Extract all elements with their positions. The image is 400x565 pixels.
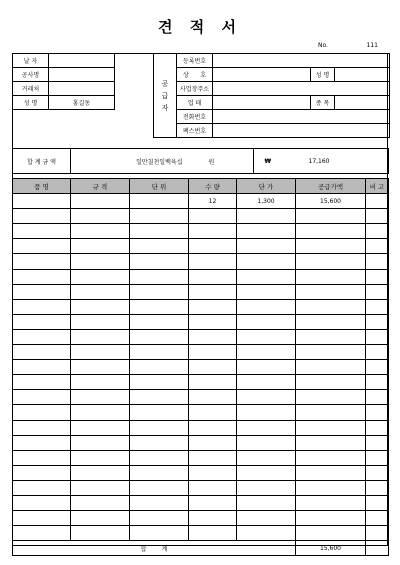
table-row [13, 405, 389, 420]
cell-unit-price[interactable] [237, 314, 296, 329]
cell-spec[interactable] [71, 345, 130, 360]
cell-supply-amount[interactable] [296, 405, 366, 420]
name-value[interactable]: 홍길동 [49, 96, 115, 110]
cell-unit-price[interactable] [237, 284, 296, 299]
cell-spec[interactable] [71, 314, 130, 329]
cell-unit-price[interactable]: 1,300 [237, 194, 296, 209]
cell-item-name[interactable] [13, 224, 71, 239]
cell-item-name[interactable] [13, 209, 71, 224]
table-row [13, 239, 389, 254]
header-quantity: 수 량 [189, 179, 237, 194]
cell-item-name[interactable] [13, 511, 71, 526]
cell-item-name[interactable] [13, 360, 71, 375]
cell-supply-amount[interactable] [296, 209, 366, 224]
table-row [13, 209, 389, 224]
cell-item-name[interactable] [13, 526, 71, 541]
cell-unit-price[interactable] [237, 495, 296, 510]
cell-unit-price[interactable] [237, 224, 296, 239]
cell-unit[interactable] [130, 405, 189, 420]
table-row [13, 495, 389, 510]
cell-spec[interactable] [71, 224, 130, 239]
cell-unit-price[interactable] [237, 345, 296, 360]
table-row [13, 345, 389, 360]
cell-item-name[interactable] [13, 465, 71, 480]
cell-remarks[interactable] [366, 314, 389, 329]
cell-supply-amount[interactable] [296, 254, 366, 269]
cell-remarks[interactable] [366, 435, 389, 450]
cell-item-name[interactable] [13, 435, 71, 450]
cell-unit[interactable] [130, 299, 189, 314]
supplier-side-text: 공급자 [161, 79, 169, 112]
total-amount-korean: 일만칠천일백육십 [71, 149, 189, 174]
cell-spec[interactable] [71, 254, 130, 269]
cell-supply-amount[interactable] [296, 239, 366, 254]
phone-value[interactable] [213, 110, 390, 124]
cell-remarks[interactable] [366, 390, 389, 405]
cell-quantity[interactable] [189, 375, 237, 390]
table-row [13, 375, 389, 390]
cell-supply-amount[interactable] [296, 390, 366, 405]
cell-quantity[interactable] [189, 420, 237, 435]
cell-remarks[interactable] [366, 465, 389, 480]
cell-quantity[interactable]: 12 [189, 194, 237, 209]
cell-unit[interactable] [130, 254, 189, 269]
cell-spec[interactable] [71, 194, 130, 209]
cell-unit[interactable] [130, 435, 189, 450]
cell-unit[interactable] [130, 239, 189, 254]
table-row [13, 390, 389, 405]
cell-unit-price[interactable] [237, 209, 296, 224]
cell-spec[interactable] [71, 269, 130, 284]
cell-supply-amount[interactable] [296, 299, 366, 314]
table-row [13, 284, 389, 299]
cell-unit[interactable] [130, 329, 189, 344]
cell-unit-price[interactable] [237, 435, 296, 450]
cell-unit[interactable] [130, 269, 189, 284]
company-value[interactable] [213, 68, 311, 82]
address-value[interactable] [213, 82, 390, 96]
cell-spec[interactable] [71, 465, 130, 480]
cell-unit[interactable] [130, 209, 189, 224]
cell-quantity[interactable] [189, 360, 237, 375]
doc-number-value: 111 [366, 42, 378, 49]
table-row [13, 450, 389, 465]
cell-unit[interactable] [130, 480, 189, 495]
cell-unit[interactable] [130, 495, 189, 510]
cell-spec[interactable] [71, 405, 130, 420]
name-label: 성 명 [13, 96, 49, 110]
cell-remarks[interactable] [366, 480, 389, 495]
total-amount-label: 합 계 금 액 [13, 149, 71, 174]
cell-supply-amount[interactable] [296, 465, 366, 480]
cell-unit[interactable] [130, 224, 189, 239]
cell-quantity[interactable] [189, 284, 237, 299]
cell-quantity[interactable] [189, 435, 237, 450]
table-row [13, 254, 389, 269]
cell-remarks[interactable] [366, 194, 389, 209]
client-row-project [13, 68, 115, 82]
cell-quantity[interactable] [189, 526, 237, 541]
cell-spec[interactable] [71, 450, 130, 465]
header-item-name: 품 명 [13, 179, 71, 194]
cell-remarks[interactable] [366, 209, 389, 224]
cell-item-name[interactable] [13, 480, 71, 495]
cell-unit-price[interactable] [237, 239, 296, 254]
header-unit: 단 위 [130, 179, 189, 194]
cell-remarks[interactable] [366, 495, 389, 510]
cell-quantity[interactable] [189, 345, 237, 360]
cell-quantity[interactable] [189, 314, 237, 329]
total-amount-numeric: 17,160 [282, 149, 389, 174]
cell-quantity[interactable] [189, 495, 237, 510]
header-supply-amount: 공급가액 [296, 179, 366, 194]
cell-supply-amount[interactable] [296, 360, 366, 375]
footer-remarks [366, 541, 389, 556]
total-amount-table [12, 148, 389, 174]
client-row-name [13, 96, 115, 110]
cell-quantity[interactable] [189, 405, 237, 420]
rep-name-label: 성 명 [311, 68, 335, 82]
cell-item-name[interactable] [13, 239, 71, 254]
cell-unit-price[interactable] [237, 526, 296, 541]
cell-quantity[interactable] [189, 390, 237, 405]
cell-supply-amount[interactable] [296, 435, 366, 450]
cell-spec[interactable] [71, 435, 130, 450]
cell-remarks[interactable] [366, 239, 389, 254]
cell-unit[interactable] [130, 526, 189, 541]
cell-unit[interactable] [130, 465, 189, 480]
cell-remarks[interactable] [366, 511, 389, 526]
cell-supply-amount[interactable] [296, 329, 366, 344]
project-value[interactable] [49, 68, 115, 82]
business-value[interactable] [213, 96, 311, 110]
cell-unit-price[interactable] [237, 480, 296, 495]
header-unit-price: 단 가 [237, 179, 296, 194]
currency-symbol: ₩ [254, 149, 282, 174]
table-row [13, 465, 389, 480]
cell-unit[interactable] [130, 375, 189, 390]
cell-unit-price[interactable] [237, 465, 296, 480]
table-row [13, 224, 389, 239]
cell-quantity[interactable] [189, 254, 237, 269]
table-row [13, 480, 389, 495]
company-label: 상 호 [177, 68, 213, 82]
cell-remarks[interactable] [366, 224, 389, 239]
table-row [13, 194, 389, 209]
cell-supply-amount[interactable] [296, 480, 366, 495]
cell-item-name[interactable] [13, 495, 71, 510]
footer-total-label: 합 계 [13, 541, 296, 556]
cell-unit[interactable] [130, 360, 189, 375]
cell-remarks[interactable] [366, 450, 389, 465]
cell-unit-price[interactable] [237, 405, 296, 420]
cell-spec[interactable] [71, 329, 130, 344]
total-amount-unit: 원 [189, 149, 254, 174]
document-title: 견 적 서 [158, 18, 242, 36]
cell-item-name[interactable] [13, 284, 71, 299]
cell-remarks[interactable] [366, 405, 389, 420]
cell-quantity[interactable] [189, 269, 237, 284]
fax-label: 팩스번호 [177, 124, 213, 138]
cell-item-name[interactable] [13, 299, 71, 314]
items-table [12, 178, 389, 556]
cell-spec[interactable] [71, 480, 130, 495]
customer-label: 거래처 [13, 82, 49, 96]
table-row [13, 329, 389, 344]
cell-supply-amount[interactable] [296, 511, 366, 526]
cell-spec[interactable] [71, 495, 130, 510]
cell-spec[interactable] [71, 284, 130, 299]
cell-unit-price[interactable] [237, 329, 296, 344]
cell-unit-price[interactable] [237, 450, 296, 465]
cell-remarks[interactable] [366, 420, 389, 435]
cell-quantity[interactable] [189, 465, 237, 480]
items-header-row [13, 179, 389, 194]
cell-unit-price[interactable] [237, 390, 296, 405]
footer-total-value: 15,600 [296, 541, 366, 556]
business-type-label: 종 목 [311, 96, 335, 110]
business-label: 업 태 [177, 96, 213, 110]
cell-unit[interactable] [130, 284, 189, 299]
cell-item-name[interactable] [13, 345, 71, 360]
cell-spec[interactable] [71, 390, 130, 405]
cell-supply-amount[interactable] [296, 314, 366, 329]
phone-label: 전화번호 [177, 110, 213, 124]
items-footer-row [13, 541, 389, 556]
reg-no-value[interactable] [213, 54, 390, 68]
cell-remarks[interactable] [366, 269, 389, 284]
cell-item-name[interactable] [13, 269, 71, 284]
cell-quantity[interactable] [189, 480, 237, 495]
cell-quantity[interactable] [189, 239, 237, 254]
cell-unit-price[interactable] [237, 269, 296, 284]
cell-unit-price[interactable] [237, 254, 296, 269]
project-label: 공사명 [13, 68, 49, 82]
cell-item-name[interactable] [13, 375, 71, 390]
cell-unit-price[interactable] [237, 375, 296, 390]
client-row-date [13, 54, 115, 68]
doc-number-label: No. [318, 42, 328, 49]
table-row [13, 314, 389, 329]
table-row [13, 360, 389, 375]
cell-item-name[interactable] [13, 450, 71, 465]
date-label: 날 자 [13, 54, 49, 68]
reg-no-label: 등록번호 [177, 54, 213, 68]
cell-supply-amount[interactable] [296, 526, 366, 541]
cell-item-name[interactable] [13, 314, 71, 329]
cell-supply-amount[interactable] [296, 269, 366, 284]
client-info-table [12, 53, 115, 110]
cell-unit[interactable] [130, 314, 189, 329]
cell-remarks[interactable] [366, 254, 389, 269]
cell-remarks[interactable] [366, 284, 389, 299]
client-row-customer [13, 82, 115, 96]
cell-unit[interactable] [130, 345, 189, 360]
business-type-value[interactable] [335, 96, 390, 110]
cell-item-name[interactable] [13, 194, 71, 209]
cell-spec[interactable] [71, 511, 130, 526]
cell-item-name[interactable] [13, 254, 71, 269]
cell-unit-price[interactable] [237, 360, 296, 375]
cell-unit[interactable] [130, 420, 189, 435]
cell-supply-amount[interactable] [296, 420, 366, 435]
cell-supply-amount[interactable] [296, 345, 366, 360]
supplier-info-table [153, 53, 390, 138]
cell-spec[interactable] [71, 299, 130, 314]
cell-unit[interactable] [130, 194, 189, 209]
fax-value[interactable] [213, 124, 390, 138]
cell-unit-price[interactable] [237, 511, 296, 526]
table-row [13, 420, 389, 435]
cell-supply-amount[interactable]: 15,600 [296, 194, 366, 209]
date-value[interactable] [49, 54, 115, 68]
cell-spec[interactable] [71, 375, 130, 390]
cell-remarks[interactable] [366, 329, 389, 344]
cell-quantity[interactable] [189, 299, 237, 314]
supplier-side-label [154, 54, 177, 138]
cell-remarks[interactable] [366, 299, 389, 314]
cell-item-name[interactable] [13, 329, 71, 344]
cell-remarks[interactable] [366, 375, 389, 390]
table-row [13, 299, 389, 314]
cell-supply-amount[interactable] [296, 224, 366, 239]
cell-item-name[interactable] [13, 405, 71, 420]
cell-item-name[interactable] [13, 390, 71, 405]
table-row [13, 526, 389, 541]
cell-unit[interactable] [130, 390, 189, 405]
cell-spec[interactable] [71, 239, 130, 254]
header-spec: 규 격 [71, 179, 130, 194]
table-row [13, 269, 389, 284]
cell-spec[interactable] [71, 209, 130, 224]
customer-value[interactable] [49, 82, 115, 96]
cell-unit[interactable] [130, 511, 189, 526]
cell-spec[interactable] [71, 360, 130, 375]
rep-name-value[interactable] [335, 68, 390, 82]
cell-remarks[interactable] [366, 526, 389, 541]
cell-quantity[interactable] [189, 450, 237, 465]
cell-item-name[interactable] [13, 420, 71, 435]
address-label: 사업장주소 [177, 82, 213, 96]
cell-supply-amount[interactable] [296, 495, 366, 510]
cell-quantity[interactable] [189, 209, 237, 224]
header-remarks: 비 고 [366, 179, 389, 194]
table-row [13, 435, 389, 450]
cell-supply-amount[interactable] [296, 450, 366, 465]
cell-unit-price[interactable] [237, 299, 296, 314]
cell-unit[interactable] [130, 450, 189, 465]
cell-supply-amount[interactable] [296, 284, 366, 299]
cell-spec[interactable] [71, 420, 130, 435]
cell-quantity[interactable] [189, 511, 237, 526]
cell-supply-amount[interactable] [296, 375, 366, 390]
cell-remarks[interactable] [366, 360, 389, 375]
cell-spec[interactable] [71, 526, 130, 541]
cell-unit-price[interactable] [237, 420, 296, 435]
cell-quantity[interactable] [189, 224, 237, 239]
cell-remarks[interactable] [366, 345, 389, 360]
table-row [13, 511, 389, 526]
cell-quantity[interactable] [189, 329, 237, 344]
